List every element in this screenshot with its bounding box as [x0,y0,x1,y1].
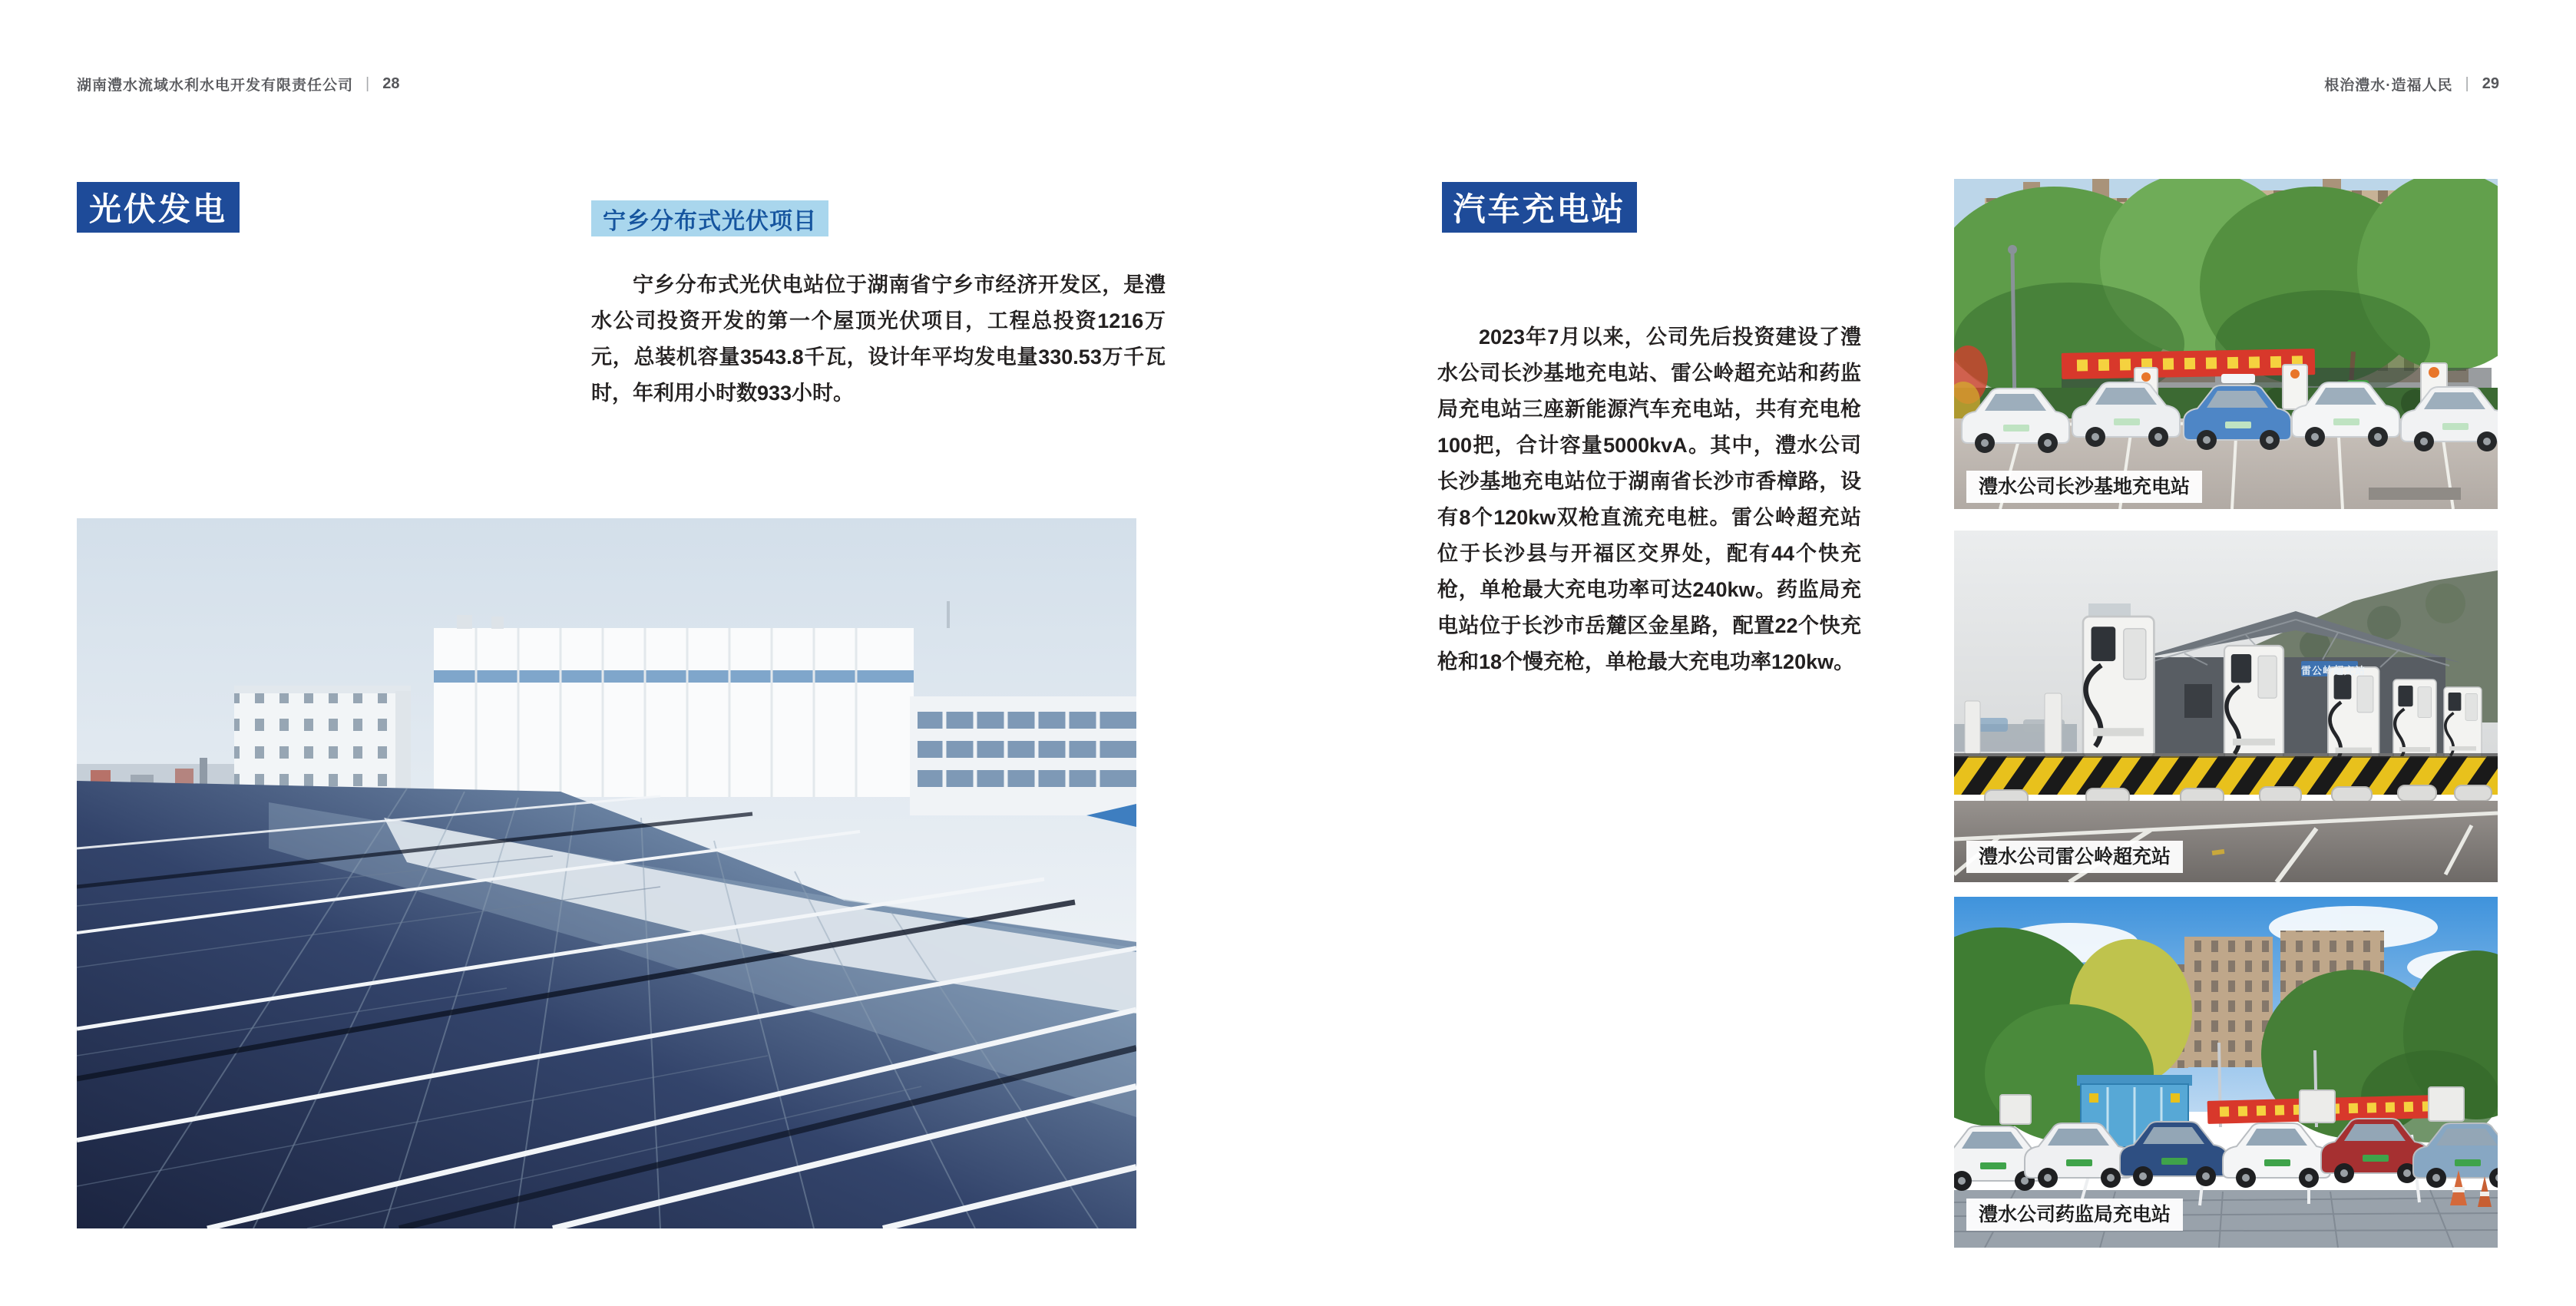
header-separator-left: | [365,75,371,92]
rooftop-solar-photo [77,518,1136,1228]
slogan-text: 根治澧水·造福人民 [2324,78,2453,94]
station-building-sign: 雷公岭超充站 [2301,665,2366,676]
yaojianju-photo [1954,897,2498,1248]
section-title-pv [77,182,240,233]
yaojianju-illustration [1954,897,2498,1248]
leigongling-illustration [1954,531,2498,882]
page-number-right: 29 [2482,75,2499,92]
section-title-pv-label: 光伏发电 [88,191,227,227]
project-subtitle-ningxiang [591,200,828,236]
page-number-left: 28 [382,75,400,92]
left-page-header [77,74,399,94]
leigongling-photo [1954,531,2498,882]
rooftop-solar-illustration [77,518,1136,1228]
project-subtitle-label: 宁乡分布式光伏项目 [603,208,817,234]
charging-paragraph: 2023年7月以来，公司先后投资建设了澧水公司长沙基地充电站、雷公岭超充站和药监局充电站三座新能源汽车充电站，共有充电枪100把，合计容量5000kvA。其中，澧水公司长沙基地充电站位于湖南省长沙市香樟路，设有8个120kw双枪直流充电桩。雷公岭超充站位于长沙县与开福区交界处，配有44个快充枪，单枪最大充电功率可达240kw。药监局充电站位于长沙市岳麓区金星路，配置22个快充枪和18个慢充枪，单枪最大充电功率120kw。 [1437,326,1861,673]
pv-paragraph: 宁乡分布式光伏电站位于湖南省宁乡市经济开发区，是澧水公司投资开发的第一个屋顶光伏项目，工程总投资1216万元，总装机容量3543.8千瓦，设计年平均发电量330.53万千瓦时，年利用小时数933小时。 [591,273,1166,405]
photo-caption-changsha: 澧水公司长沙基地充电站 [1966,471,2202,503]
section-title-charging-label: 汽车充电站 [1453,191,1626,227]
header-separator-right: | [2465,75,2470,92]
changsha-base-illustration [1954,179,2498,509]
right-page-header [2324,74,2499,94]
company-name: 湖南澧水流域水利水电开发有限责任公司 [77,78,354,94]
photo-caption-leigongling: 澧水公司雷公岭超充站 [1966,841,2183,873]
section-title-charging [1442,182,1637,233]
changsha-base-photo [1954,179,2498,509]
photo-caption-yaojianju: 澧水公司药监局充电站 [1966,1199,2183,1231]
